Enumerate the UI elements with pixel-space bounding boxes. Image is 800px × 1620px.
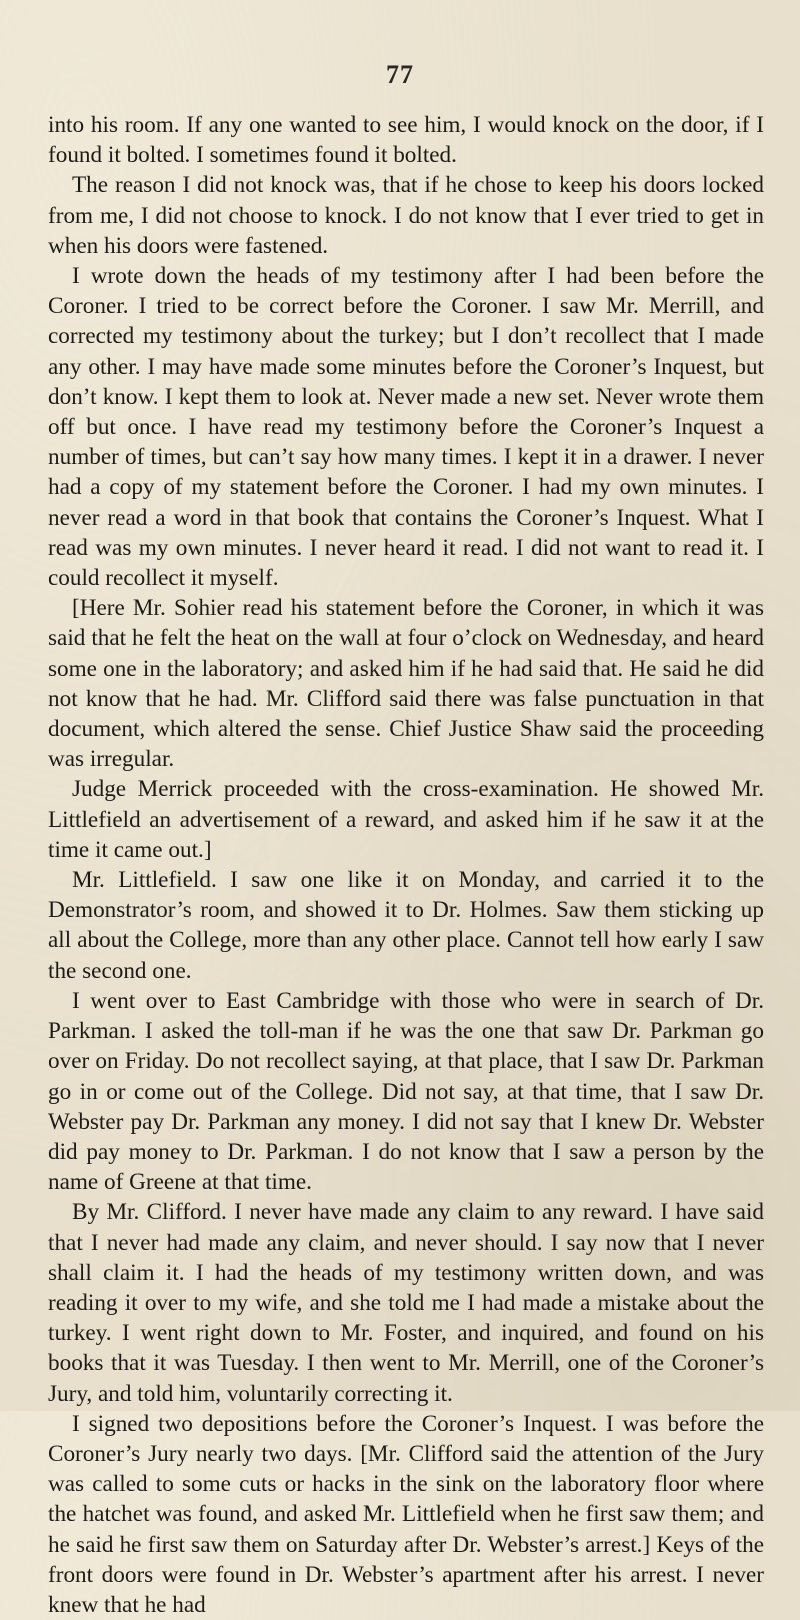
paragraph: into his room. If any one wanted to see him, I would knock on the door, if I found it bolted. I sometimes found it bolted. [48, 112, 764, 169]
paragraph: Mr. Littlefield. I saw one like it on Monday, and carried it to the Demonstrator’s room, and showed it to Dr. Holmes. Saw them sticking up all about the College, more than any other place. Cannot tell how early I saw the second one. [48, 867, 764, 984]
paragraph: Judge Merrick proceeded with the cross-examination. He showed Mr. Littlefield an advertisement of a reward, and asked him if he saw it at the time it came out.] [48, 776, 764, 863]
paragraph: I wrote down the heads of my testimony after I had been before the Coroner. I tried to be correct before the Coroner. I saw Mr. Merrill, and corrected my testimony about the turkey; but I don’t recollect that I made any other. I may have made some minutes before the Coroner’s Inquest, but don’t know. I kept them to look at. Never made a new set. Never wrote them off but once. I have read my testimony before the Coroner’s Inquest a number of times, but can’t say how many times. I kept it in a drawer. I never had a copy of my statement before the Coroner. I had my own minutes. I never read a word in that book that contains the Coroner’s Inquest. What I read was my own minutes. I never heard it read. I did not want to read it. I could recollect it myself. [48, 263, 764, 592]
paragraph: [Here Mr. Sohier read his statement before the Coroner, in which it was said that he felt the heat on the wall at four o’clock on Wednesday, and heard some one in the laboratory; and asked him if he had said that. He said he did not know that he had. Mr. Clifford said there was false punctuation in that document, which altered the sense. Chief Justice Shaw said the proceeding was irregular. [48, 595, 764, 773]
paragraph: I went over to East Cambridge with those who were in search of Dr. Parkman. I asked the toll-man if he was the one that saw Dr. Parkman go over on Friday. Do not recollect saying, at that place, that I saw Dr. Parkman go in or come out of the College. Did not say, at that time, that I saw Dr. Webster pay Dr. Parkman any money. I did not say that I knew Dr. Webster did pay money to Dr. Parkman. I do not know that I saw a person by the name of Greene at that time. [48, 987, 764, 1196]
paragraph: The reason I did not knock was, that if he chose to keep his doors locked from me, I did not choose to knock. I do not know that I ever tried to get in when his doors were fastened. [48, 172, 764, 259]
body-text [48, 110, 764, 1620]
page-number: 77 [386, 60, 414, 89]
paragraph: I signed two depositions before the Coroner’s Inquest. I was before the Coroner’s Jury nearly two days. [Mr. Clifford said the attention of the Jury was called to some cuts or hacks in the sink on the laboratory floor where the hatchet was found, and asked Mr. Littlefield when he first saw them; and he said he first saw them on Saturday after Dr. Webster’s arrest.] Keys of the front doors were found in Dr. Webster’s apartment after his arrest. I never knew that he had [48, 1410, 764, 1618]
paragraph: By Mr. Clifford. I never have made any claim to any reward. I have said that I never had made any claim, and never should. I say now that I never shall claim it. I had the heads of my testimony written down, and was reading it over to my wife, and she told me I had made a mistake about the turkey. I went right down to Mr. Foster, and inquired, and found on his books that it was Tuesday. I then went to Mr. Merrill, one of the Coroner’s Jury, and told him, voluntarily correcting it. [48, 1199, 764, 1407]
